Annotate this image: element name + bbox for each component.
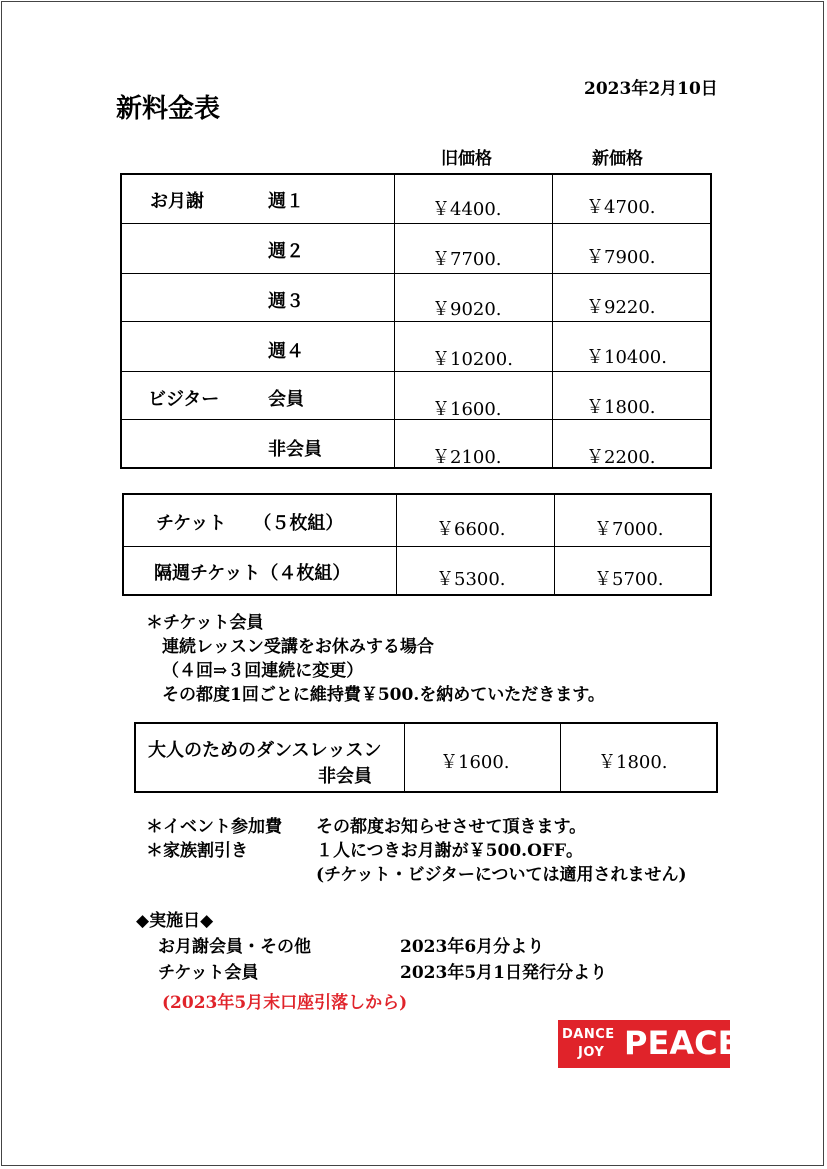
dance-joy-peace-logo: [558, 1020, 740, 1068]
family-discount-text: １人につきお月謝が￥500.OFF。: [316, 841, 584, 861]
old-price: ￥1600.: [440, 752, 510, 773]
ticket-note-line: 連続レッスン受講をお休みする場合: [162, 637, 434, 657]
implementation-heading: ◆実施日◆: [136, 911, 214, 931]
new-price: ￥2200.: [586, 447, 656, 468]
table-row-item: 隔週チケット（４枚組）: [154, 563, 351, 584]
implementation-value: 2023年6月分より: [400, 937, 545, 957]
adult-lesson-sublabel: 非会員: [318, 766, 372, 787]
implementation-value: 2023年5月1日発行分より: [400, 963, 607, 983]
new-price: ￥5700.: [594, 569, 664, 590]
category-visitor: ビジター: [148, 389, 220, 410]
logo-joy-text: JOY: [578, 1045, 605, 1060]
family-discount-note: (チケット・ビジターについては適用されません): [316, 865, 687, 885]
column-header-old-price: 旧価格: [441, 149, 492, 169]
new-price: ￥1800.: [586, 397, 656, 418]
old-price: ￥2100.: [432, 447, 502, 468]
adult-lesson-table: [134, 722, 718, 793]
adult-lesson-label: 大人のためのダンスレッスン: [148, 740, 382, 761]
table-row-item: 週１: [268, 191, 304, 212]
column-header-new-price: 新価格: [592, 149, 643, 169]
old-price: ￥10200.: [432, 349, 513, 370]
table-row-item: 非会員: [268, 439, 322, 460]
ticket-note-line: その都度1回ごとに維持費￥500.を納めていただきます。: [162, 685, 605, 705]
ticket-note-line: （４回⇒３回連続に変更）: [162, 661, 364, 681]
category-monthly: お月謝: [150, 191, 204, 212]
table-row-item: チケット （５枚組）: [156, 513, 344, 534]
logo-dance-text: DANCE: [562, 1027, 615, 1042]
event-fee-text: その都度お知らせさせて頂きます。: [316, 817, 587, 837]
debit-note: (2023年5月末口座引落しから): [162, 993, 408, 1013]
monthly-fee-table: [120, 173, 712, 469]
new-price: ￥9220.: [586, 297, 656, 318]
old-price: ￥9020.: [432, 299, 502, 320]
new-price: ￥1800.: [598, 752, 668, 773]
new-price: ￥10400.: [586, 347, 667, 368]
new-price: ￥7900.: [586, 247, 656, 268]
implementation-label: お月謝会員・その他: [158, 937, 311, 957]
event-fee-label: ＊イベント参加費: [146, 817, 282, 837]
document-date: 2023年2月10日: [584, 79, 718, 99]
old-price: ￥1600.: [432, 399, 502, 420]
page-title: 新料金表: [116, 94, 221, 124]
old-price: ￥5300.: [436, 569, 506, 590]
table-row-item: 週３: [268, 291, 304, 312]
old-price: ￥4400.: [432, 199, 502, 220]
implementation-label: チケット会員: [158, 963, 259, 983]
table-row-item: 会員: [268, 389, 304, 410]
table-row-item: 週４: [268, 341, 304, 362]
new-price: ￥7000.: [594, 519, 664, 540]
table-row-item: 週２: [268, 241, 304, 262]
old-price: ￥6600.: [436, 519, 506, 540]
logo-peace-text: PEACE: [624, 1024, 740, 1062]
ticket-fee-table: [122, 493, 712, 596]
new-price: ￥4700.: [586, 197, 656, 218]
ticket-note-heading: ＊チケット会員: [146, 613, 264, 633]
family-discount-label: ＊家族割引き: [146, 841, 248, 861]
old-price: ￥7700.: [432, 249, 502, 270]
